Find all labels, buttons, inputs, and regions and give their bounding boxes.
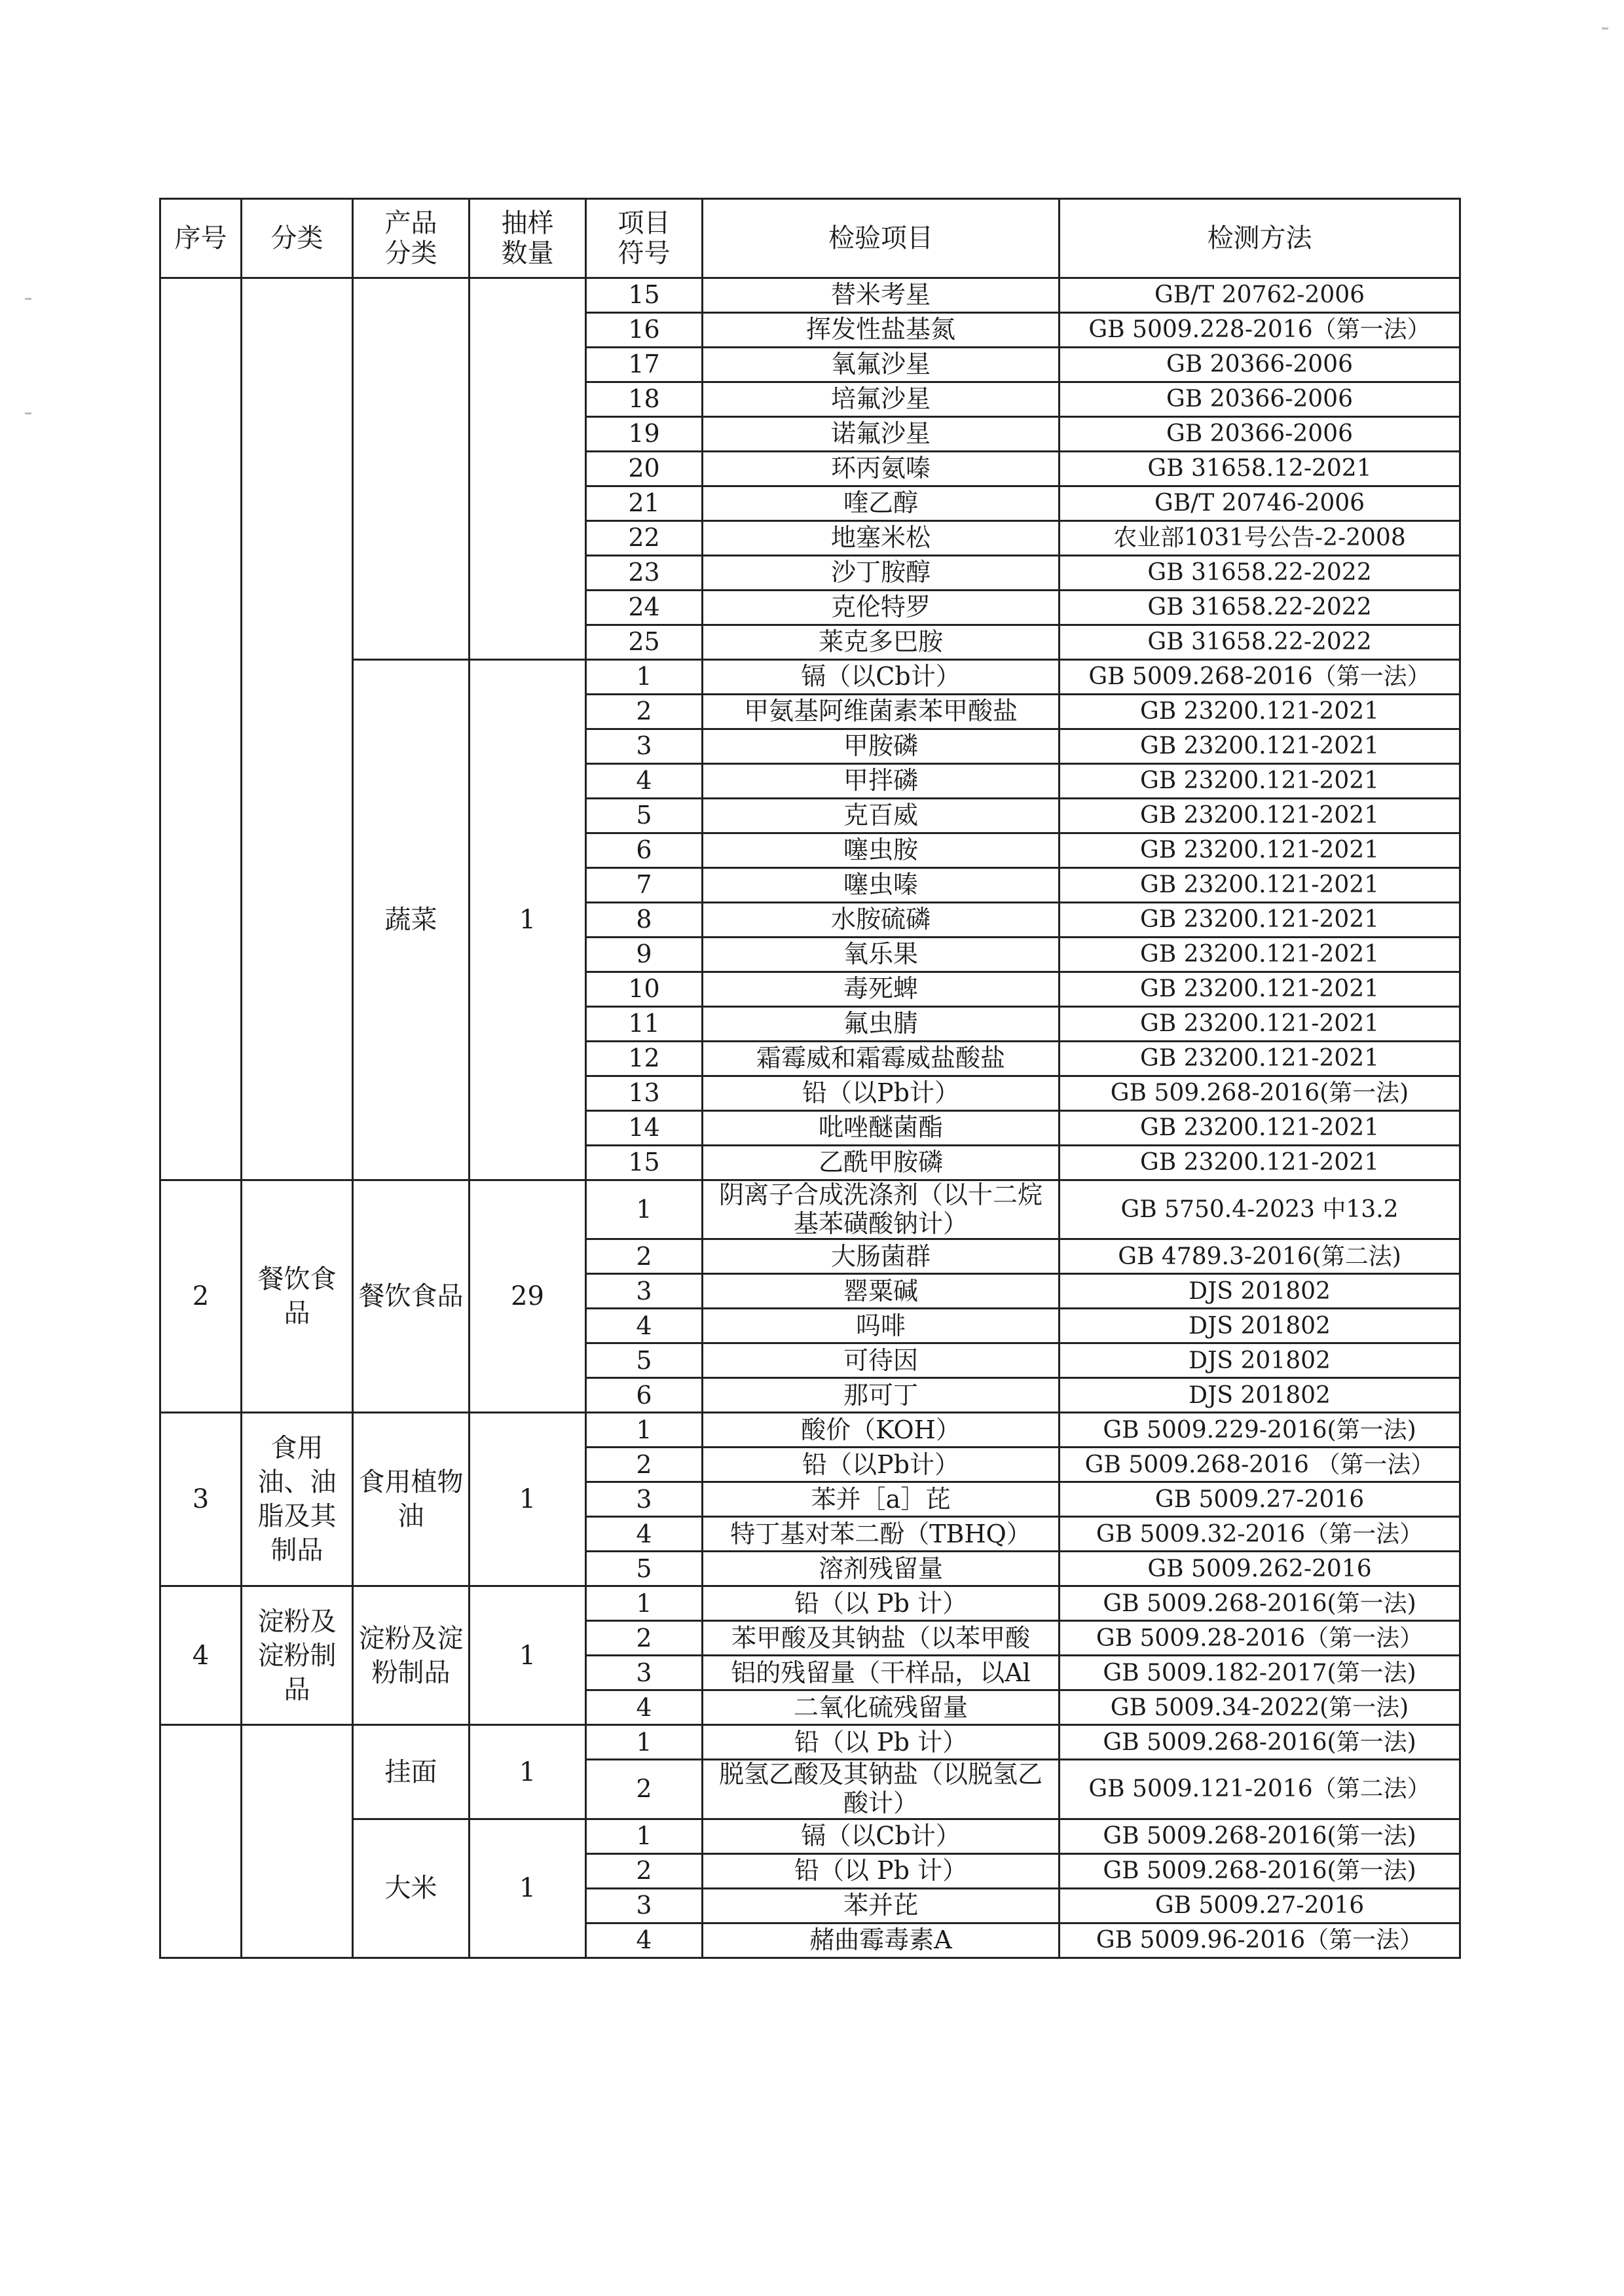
item-code-cell: 15 [586,1146,703,1180]
item-code-cell: 12 [586,1042,703,1076]
test-method-cell: GB 23200.121-2021 [1060,972,1460,1007]
item-code-cell: 4 [586,1309,703,1343]
item-code-cell: 22 [586,521,703,556]
sample-qty-cell: 1 [470,1586,586,1725]
product-category-cell: 挂面 [353,1725,470,1819]
item-code-cell: 8 [586,903,703,938]
test-method-cell: GB 20366-2006 [1060,417,1460,452]
item-code-cell: 2 [586,1760,703,1819]
test-method-cell: 农业部1031号公告-2-2008 [1060,521,1460,556]
test-item-cell: 氧乐果 [703,938,1060,972]
test-item-cell: 大肠菌群 [703,1239,1060,1274]
test-item-cell: 阴离子合成洗涤剂（以十二烷基苯磺酸钠计） [703,1180,1060,1239]
test-method-cell: GB 5009.262-2016 [1060,1552,1460,1586]
test-item-cell: 水胺硫磷 [703,903,1060,938]
header-qty: 抽样 数量 [470,199,586,278]
test-item-cell: 苯甲酸及其钠盐（以苯甲酸 [703,1621,1060,1656]
item-code-cell: 3 [586,1482,703,1517]
inspection-table [159,198,1461,1959]
item-code-cell: 16 [586,313,703,348]
scan-mark [25,298,31,300]
test-method-cell: GB 5009.268-2016(第一法) [1060,1819,1460,1853]
item-code-cell: 2 [586,1621,703,1656]
table-row [160,1819,1460,1853]
table-body [160,278,1460,1958]
test-method-cell: GB 23200.121-2021 [1060,1146,1460,1180]
table-row [160,1180,1460,1239]
group-category-cell: 餐饮食品 [242,1180,353,1413]
header-code: 项目 符号 [586,199,703,278]
scan-mark [1602,27,1608,29]
scan-mark [25,412,31,414]
item-code-cell: 23 [586,556,703,591]
test-method-cell: GB 23200.121-2021 [1060,938,1460,972]
test-item-cell: 酸价（KOH） [703,1413,1060,1448]
test-method-cell: GB 5009.34-2022(第一法) [1060,1690,1460,1725]
item-code-cell: 13 [586,1076,703,1111]
test-method-cell: GB 23200.121-2021 [1060,764,1460,799]
test-method-cell: GB 5009.121-2016（第二法） [1060,1760,1460,1819]
test-item-cell: 可待因 [703,1343,1060,1378]
test-method-cell: GB 4789.3-2016(第二法) [1060,1239,1460,1274]
sample-qty-cell: 1 [470,1819,586,1958]
test-method-cell: GB 31658.22-2022 [1060,625,1460,660]
sample-qty-cell: 1 [470,1413,586,1586]
test-method-cell: GB/T 20746-2006 [1060,486,1460,521]
item-code-cell: 19 [586,417,703,452]
test-item-cell: 乙酰甲胺磷 [703,1146,1060,1180]
item-code-cell: 2 [586,1448,703,1482]
test-method-cell: GB 23200.121-2021 [1060,1042,1460,1076]
test-item-cell: 特丁基对苯二酚（TBHQ） [703,1517,1060,1552]
item-code-cell: 10 [586,972,703,1007]
test-method-cell: GB 5009.228-2016（第一法） [1060,313,1460,348]
test-item-cell: 噻虫嗪 [703,868,1060,903]
test-method-cell: GB 5009.27-2016 [1060,1482,1460,1517]
test-item-cell: 氧氟沙星 [703,348,1060,382]
table-row [160,660,1460,695]
test-item-cell: 诺氟沙星 [703,417,1060,452]
test-item-cell: 氟虫腈 [703,1007,1060,1042]
test-method-cell: GB 5009.32-2016（第一法） [1060,1517,1460,1552]
test-item-cell: 毒死蜱 [703,972,1060,1007]
test-item-cell: 吡唑醚菌酯 [703,1111,1060,1146]
item-code-cell: 3 [586,1656,703,1690]
test-method-cell: DJS 201802 [1060,1343,1460,1378]
item-code-cell: 1 [586,1180,703,1239]
item-code-cell: 4 [586,1517,703,1552]
item-code-cell: 1 [586,1819,703,1853]
header-category: 分类 [242,199,353,278]
test-item-cell: 沙丁胺醇 [703,556,1060,591]
test-item-cell: 替米考星 [703,278,1060,313]
group-seq-cell: 4 [160,1586,242,1725]
test-method-cell: GB 31658.22-2022 [1060,591,1460,625]
test-item-cell: 莱克多巴胺 [703,625,1060,660]
item-code-cell: 1 [586,1413,703,1448]
item-code-cell: 2 [586,1239,703,1274]
group-category-cell [242,278,353,1180]
test-item-cell: 甲胺磷 [703,729,1060,764]
group-category-cell: 淀粉及淀粉制品 [242,1586,353,1725]
product-category-cell: 淀粉及淀粉制品 [353,1586,470,1725]
item-code-cell: 9 [586,938,703,972]
table-row [160,1725,1460,1760]
test-item-cell: 铝的残留量（干样品，以Al [703,1656,1060,1690]
table-row [160,1586,1460,1621]
test-method-cell: GB 23200.121-2021 [1060,868,1460,903]
item-code-cell: 1 [586,660,703,695]
test-method-cell: DJS 201802 [1060,1274,1460,1309]
test-method-cell: GB 20366-2006 [1060,348,1460,382]
test-item-cell: 镉（以Cb计） [703,1819,1060,1853]
test-item-cell: 铅（以 Pb 计） [703,1725,1060,1760]
group-seq-cell: 2 [160,1180,242,1413]
test-item-cell: 苯并［a］芘 [703,1482,1060,1517]
test-item-cell: 罂粟碱 [703,1274,1060,1309]
test-item-cell: 铅（以Pb计） [703,1448,1060,1482]
sample-qty-cell [470,278,586,660]
test-item-cell: 挥发性盐基氮 [703,313,1060,348]
item-code-cell: 17 [586,348,703,382]
test-item-cell: 地塞米松 [703,521,1060,556]
test-method-cell: GB 5009.96-2016（第一法） [1060,1923,1460,1958]
test-item-cell: 二氧化硫残留量 [703,1690,1060,1725]
test-method-cell: GB 23200.121-2021 [1060,729,1460,764]
test-method-cell: GB 5009.268-2016(第一法) [1060,1853,1460,1888]
test-item-cell: 甲拌磷 [703,764,1060,799]
item-code-cell: 15 [586,278,703,313]
sample-qty-cell: 29 [470,1180,586,1413]
test-item-cell: 噻虫胺 [703,833,1060,868]
test-method-cell: GB 5009.229-2016(第一法) [1060,1413,1460,1448]
test-method-cell: GB 23200.121-2021 [1060,1111,1460,1146]
test-item-cell: 铅（以 Pb 计） [703,1853,1060,1888]
header-seq: 序号 [160,199,242,278]
item-code-cell: 25 [586,625,703,660]
header-item: 检验项目 [703,199,1060,278]
sample-qty-cell: 1 [470,660,586,1180]
item-code-cell: 7 [586,868,703,903]
test-item-cell: 铅（以Pb计） [703,1076,1060,1111]
test-method-cell: GB 5750.4-2023 中13.2 [1060,1180,1460,1239]
header-product: 产品 分类 [353,199,470,278]
item-code-cell: 3 [586,729,703,764]
test-item-cell: 苯并芘 [703,1888,1060,1923]
test-method-cell: GB 31658.22-2022 [1060,556,1460,591]
group-category-cell: 食用油、油脂及其制品 [242,1413,353,1586]
product-category-cell: 大米 [353,1819,470,1958]
group-seq-cell: 3 [160,1413,242,1586]
test-item-cell: 霜霉威和霜霉威盐酸盐 [703,1042,1060,1076]
item-code-cell: 1 [586,1725,703,1760]
test-method-cell: GB 509.268-2016(第一法) [1060,1076,1460,1111]
test-method-cell: GB 5009.182-2017(第一法) [1060,1656,1460,1690]
test-method-cell: GB 23200.121-2021 [1060,695,1460,729]
test-method-cell: GB 23200.121-2021 [1060,799,1460,833]
item-code-cell: 5 [586,799,703,833]
test-method-cell: DJS 201802 [1060,1309,1460,1343]
test-item-cell: 镉（以Cb计） [703,660,1060,695]
test-item-cell: 环丙氨嗪 [703,452,1060,486]
test-item-cell: 溶剂残留量 [703,1552,1060,1586]
test-item-cell: 克伦特罗 [703,591,1060,625]
item-code-cell: 5 [586,1343,703,1378]
item-code-cell: 6 [586,1378,703,1413]
item-code-cell: 4 [586,1923,703,1958]
header-method: 检测方法 [1060,199,1460,278]
item-code-cell: 6 [586,833,703,868]
test-method-cell: GB 5009.28-2016（第一法） [1060,1621,1460,1656]
test-item-cell: 喹乙醇 [703,486,1060,521]
item-code-cell: 18 [586,382,703,417]
item-code-cell: 4 [586,764,703,799]
test-item-cell: 那可丁 [703,1378,1060,1413]
header-row [160,199,1460,278]
test-method-cell: GB 5009.268-2016 （第一法） [1060,1448,1460,1482]
product-category-cell: 蔬菜 [353,660,470,1180]
test-item-cell: 脱氢乙酸及其钠盐（以脱氢乙酸计） [703,1760,1060,1819]
group-category-cell [242,1725,353,1958]
product-category-cell [353,278,470,660]
item-code-cell: 21 [586,486,703,521]
test-method-cell: DJS 201802 [1060,1378,1460,1413]
item-code-cell: 3 [586,1274,703,1309]
item-code-cell: 14 [586,1111,703,1146]
table-row [160,1413,1460,1448]
item-code-cell: 5 [586,1552,703,1586]
item-code-cell: 11 [586,1007,703,1042]
group-seq-cell [160,278,242,1180]
test-method-cell: GB 5009.268-2016(第一法) [1060,1586,1460,1621]
test-method-cell: GB 23200.121-2021 [1060,903,1460,938]
sample-qty-cell: 1 [470,1725,586,1819]
test-method-cell: GB 5009.268-2016(第一法) [1060,1725,1460,1760]
test-item-cell: 吗啡 [703,1309,1060,1343]
test-item-cell: 克百威 [703,799,1060,833]
item-code-cell: 2 [586,695,703,729]
test-item-cell: 培氟沙星 [703,382,1060,417]
product-category-cell: 食用植物油 [353,1413,470,1586]
test-item-cell: 赭曲霉毒素A [703,1923,1060,1958]
item-code-cell: 1 [586,1586,703,1621]
item-code-cell: 24 [586,591,703,625]
test-method-cell: GB 31658.12-2021 [1060,452,1460,486]
test-method-cell: GB 20366-2006 [1060,382,1460,417]
test-method-cell: GB 23200.121-2021 [1060,1007,1460,1042]
test-method-cell: GB 5009.268-2016（第一法） [1060,660,1460,695]
test-method-cell: GB 23200.121-2021 [1060,833,1460,868]
test-method-cell: GB 5009.27-2016 [1060,1888,1460,1923]
item-code-cell: 4 [586,1690,703,1725]
item-code-cell: 20 [586,452,703,486]
test-item-cell: 甲氨基阿维菌素苯甲酸盐 [703,695,1060,729]
item-code-cell: 3 [586,1888,703,1923]
group-seq-cell [160,1725,242,1958]
test-method-cell: GB/T 20762-2006 [1060,278,1460,313]
table-row [160,278,1460,313]
test-item-cell: 铅（以 Pb 计） [703,1586,1060,1621]
product-category-cell: 餐饮食品 [353,1180,470,1413]
item-code-cell: 2 [586,1853,703,1888]
